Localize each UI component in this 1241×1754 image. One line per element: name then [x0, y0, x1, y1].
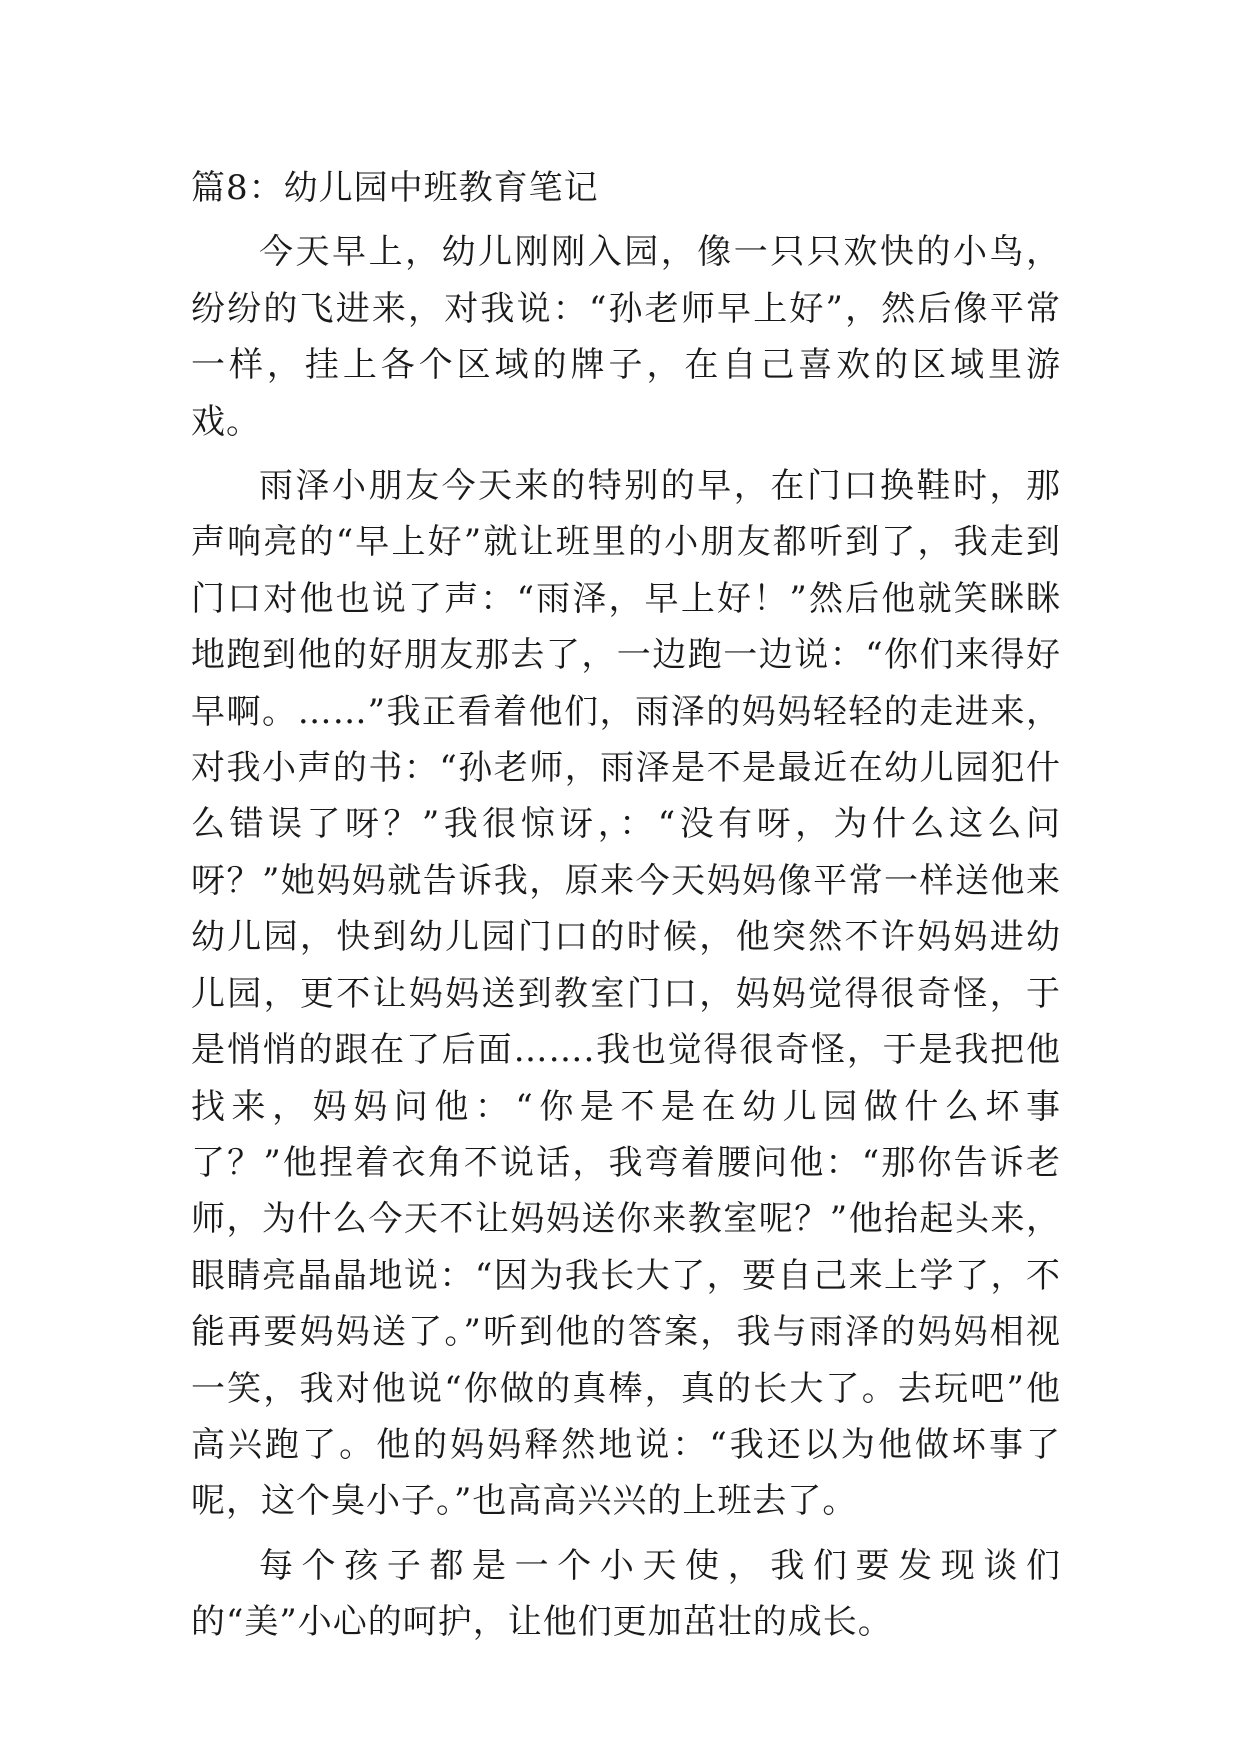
paragraph-reflection: 每个孩子都是一个小天使，我们要发现谈们的“美”小心的呵护，让他们更加茁壮的成长。	[191, 1545, 1061, 1643]
document-body	[191, 160, 1061, 1659]
paragraph-yuze-story: 雨泽小朋友今天来的特别的早，在门口换鞋时，那声响亮的“早上好”就让班里的小朋友都听到了，我走到门口对他也说了声：“雨泽，早上好！”然后他就笑眯眯地跑到他的好朋友那去了，一边跑一边说：“你们来得好早啊。……”我正看着他们，雨泽的妈妈轻轻的走进来，对我小声的书：“孙老师，雨泽是不是最近在幼儿园犯什么错误了呀？”我很惊讶，：“没有呀，为什么这么问呀？”她妈妈就告诉我，原来今天妈妈像平常一样送他来幼儿园，快到幼儿园门口的时候，他突然不许妈妈进幼儿园，更不让妈妈送到教室门口，妈妈觉得很奇怪，于是悄悄的跟在了后面…….我也觉得很奇怪，于是我把他找来，妈妈问他：“你是不是在幼儿园做什么坏事了？”他捏着衣角不说话，我弯着腰问他：“那你告诉老师，为什么今天不让妈妈送你来教室呢？”他抬起头来，眼睛亮晶晶地说：“因为我长大了，要自己来上学了，不能再要妈妈送了。”听到他的答案，我与雨泽的妈妈相视一笑，我对他说“你做的真棒，真的长大了。去玩吧”他高兴跑了。他的妈妈释然地说：“我还以为他做坏事了呢，这个臭小子。”也高高兴兴的上班去了。	[191, 466, 1061, 1522]
paragraph-morning-arrival: 今天早上，幼儿刚刚入园，像一只只欢快的小鸟，纷纷的飞进来，对我说：“孙老师早上好”，然后像平常一样，挂上各个区域的牌子，在自己喜欢的区域里游戏。	[191, 232, 1061, 442]
document-title: 篇8：幼儿园中班教育笔记	[191, 168, 599, 208]
